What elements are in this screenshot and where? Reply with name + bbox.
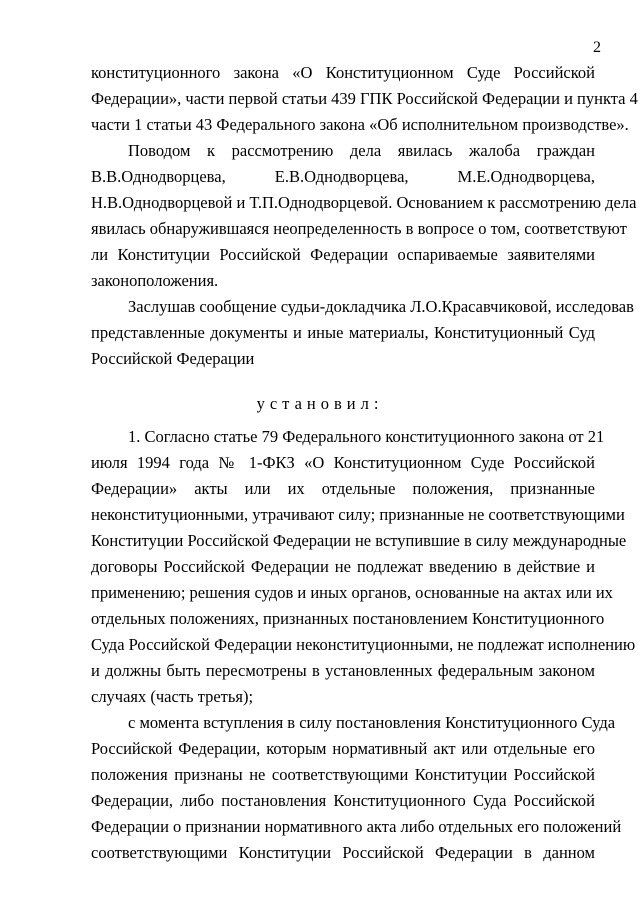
text-line: В.В.Однодворцева, Е.В.Однодворцева, М.Е.Однодворцева, <box>91 167 595 186</box>
text-line: Заслушав сообщение судьи-докладчика Л.О.Красавчиковой, исследовав <box>128 297 634 316</box>
text-line: явилась обнаружившаяся неопределенность в вопросе о том, соответствуют <box>91 219 627 238</box>
text-line: июля 1994 года № 1-ФКЗ «О Конституционном Суде Российской <box>91 453 595 472</box>
text-line: Поводом к рассмотрению дела явилась жалоба граждан <box>128 141 595 160</box>
text-line: отдельных положениях, признанных постановлением Конституционного <box>91 609 605 628</box>
text-line: части 1 статьи 43 Федерального закона «Об исполнительном производстве». <box>91 115 629 134</box>
text-line: конституционного закона «О Конституционном Суде Российской <box>91 63 595 82</box>
text-line: Российской Федерации, которым нормативный акт или отдельные его <box>91 739 595 758</box>
text-line: Федерации», части первой статьи 439 ГПК Российской Федерации и пункта 4 <box>91 89 638 108</box>
text-line: неконституционными, утрачивают силу; признанные не соответствующими <box>91 505 625 524</box>
text-line: и должны быть пересмотрены в установленных федеральным законом <box>91 661 595 680</box>
text-line: Конституции Российской Федерации не вступившие в силу международные <box>91 531 627 550</box>
text-line: с момента вступления в силу постановления Конституционного Суда <box>128 713 616 732</box>
text-line: Федерации о признании нормативного акта либо отдельных его положений <box>91 817 622 836</box>
text-line: ли Конституции Российской Федерации оспариваемые заявителями <box>91 245 595 264</box>
text-line: соответствующими Конституции Российской Федерации в данном <box>91 843 595 862</box>
section-heading: установил: <box>256 394 384 413</box>
text-line: положения признаны не соответствующими Конституции Российской <box>91 765 595 784</box>
text-line: Федерации» акты или их отдельные положения, признанные <box>91 479 595 498</box>
page-number: 2 <box>593 39 601 56</box>
text-line: Российской Федерации <box>91 349 255 368</box>
text-line: применению; решения судов и иных органов, основанные на актах или их <box>91 583 613 602</box>
text-line: Н.В.Однодворцевой и Т.П.Однодворцевой. Основанием к рассмотрению дела <box>91 193 637 212</box>
text-line: 1. Согласно статье 79 Федерального конституционного закона от 21 <box>128 427 605 446</box>
text-line: законоположения. <box>91 271 219 290</box>
text-line: договоры Российской Федерации не подлежат введению в действие и <box>91 557 595 576</box>
text-line: случаях (часть третья); <box>91 687 254 706</box>
text-line: Суда Российской Федерации неконституционными, не подлежат исполнению <box>91 635 636 654</box>
text-line: Федерации, либо постановления Конституционного Суда Российской <box>91 791 595 810</box>
text-line: представленные документы и иные материалы, Конституционный Суд <box>91 323 595 342</box>
